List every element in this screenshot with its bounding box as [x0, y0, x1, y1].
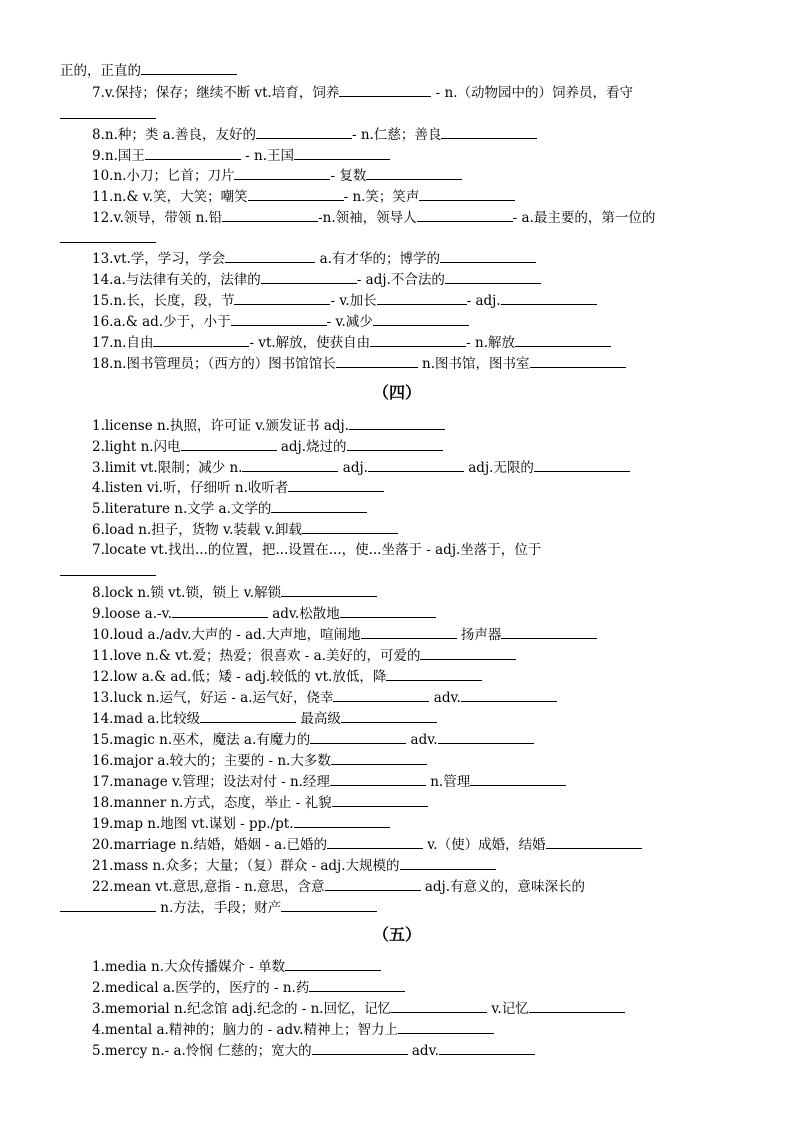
blank[interactable] — [546, 834, 642, 849]
s5-item-3 — [92, 998, 625, 1018]
line-text: 2.light n.闪电 — [92, 439, 181, 455]
line-text: adj.无限的 — [468, 460, 534, 476]
s4-item-22 — [92, 876, 585, 896]
blank[interactable] — [366, 165, 462, 180]
line-12-cont — [60, 228, 156, 248]
line-text: - n.笑；笑声 — [343, 189, 420, 205]
line-text: 扬声器 — [460, 627, 502, 643]
blank[interactable] — [534, 457, 630, 472]
line-text: adj.烧过的 — [280, 439, 347, 455]
line-10 — [92, 165, 462, 185]
blank[interactable] — [234, 290, 330, 305]
blank[interactable] — [330, 771, 426, 786]
blank[interactable] — [361, 624, 457, 639]
s4-item-19 — [92, 813, 390, 833]
s4-item-4 — [92, 477, 384, 497]
blank[interactable] — [515, 332, 611, 347]
blank[interactable] — [400, 855, 496, 870]
blank[interactable] — [60, 228, 156, 243]
line-text: 2.medical a.医学的，医疗的 - n.药 — [92, 980, 310, 996]
line-text: 6.load n.担子，货物 v.装载 v.卸载 — [92, 522, 303, 538]
line-text: - v.减少 — [326, 314, 373, 330]
blank[interactable] — [339, 82, 431, 97]
s4-item-8 — [92, 582, 377, 602]
line-text: 11.love n.& vt.爱；热爱；很喜欢 - a.美好的，可爱的 — [92, 648, 421, 664]
blank[interactable] — [417, 207, 513, 222]
s4-item-18 — [92, 792, 428, 812]
blank[interactable] — [281, 897, 377, 912]
line-text: 22.mean vt.意思,意指 - n.意思，含意 — [92, 879, 325, 895]
blank[interactable] — [234, 165, 330, 180]
line-text: 7.locate vt.找出...的位置，把...设置在...，使...坐落于 - adj.坐落于，位于 — [92, 542, 542, 558]
blank[interactable] — [461, 687, 557, 702]
blank[interactable] — [302, 519, 398, 534]
line-text: 15.n.长，长度，段，节 — [92, 293, 235, 309]
line-text: 4.mental a.精神的；脑力的 - adv.精神上；智力上 — [92, 1022, 398, 1038]
blank[interactable] — [141, 60, 237, 75]
line-text: - n.王国 — [245, 148, 295, 164]
blank[interactable] — [310, 729, 406, 744]
line-text: 18.manner n.方式，态度，举止 - 礼貌 — [92, 795, 332, 811]
line-text: n.管理 — [430, 774, 471, 790]
blank[interactable] — [225, 248, 315, 263]
blank[interactable] — [256, 124, 352, 139]
blank[interactable] — [312, 1040, 408, 1055]
s4-item-21 — [92, 855, 496, 875]
line-text: v.（使）成婚，结婚 — [427, 837, 546, 853]
s5-item-2 — [92, 977, 405, 997]
blank[interactable] — [309, 977, 405, 992]
blank[interactable] — [288, 477, 384, 492]
line-text: 5.mercy n.- a.怜悯 仁慈的；宽大的 — [92, 1043, 312, 1059]
blank[interactable] — [60, 561, 156, 576]
line-text: 17.n.自由 — [92, 335, 154, 351]
line-text: 19.map n.地图 vt.谋划 - pp./pt. — [92, 816, 294, 832]
s4-item-5 — [92, 498, 367, 518]
blank[interactable] — [294, 813, 390, 828]
blank[interactable] — [373, 311, 469, 326]
s5-item-4 — [92, 1019, 494, 1039]
blank[interactable] — [386, 666, 482, 681]
line-text: adv. — [433, 690, 461, 706]
line-text: 20.marriage n.结婚，婚姻 - a.已婚的 — [92, 837, 327, 853]
blank[interactable] — [271, 498, 367, 513]
line-text: - n.（动物园中的）饲养员，看守 — [435, 85, 633, 101]
line-7 — [92, 82, 633, 102]
blank[interactable] — [438, 729, 534, 744]
line-11 — [92, 186, 515, 206]
line-text: 13.luck n.运气，好运 - a.运气好，侥幸 — [92, 690, 334, 706]
line-text: 1.license n.执照，许可证 v.颁发证书 adj. — [92, 418, 350, 434]
blank[interactable] — [261, 269, 357, 284]
blank[interactable] — [370, 332, 466, 347]
line-text: 18.n.图书管理员；（西方的）图书馆馆长 — [92, 356, 336, 372]
line-text: adv. — [411, 1043, 439, 1059]
s4-item-1 — [92, 415, 445, 435]
blank[interactable] — [368, 457, 464, 472]
line-text: - adj. — [466, 293, 501, 309]
line-13 — [92, 248, 536, 268]
s4-item-13 — [92, 687, 557, 707]
s5-item-5 — [92, 1040, 535, 1060]
line-text: 最高级 — [300, 711, 341, 727]
line-text: 正的，正直的 — [60, 63, 141, 79]
blank[interactable] — [200, 708, 296, 723]
s5-item-1 — [92, 956, 381, 976]
line-16 — [92, 311, 469, 331]
line-text: v.记忆 — [491, 1001, 529, 1017]
blank[interactable] — [349, 415, 445, 430]
line-text: n.方法，手段；财产 — [160, 900, 282, 916]
line-text: 12.low a.& ad.低；矮 - adj.较低的 vt.放低，降 — [92, 669, 387, 685]
blank[interactable] — [420, 645, 516, 660]
blank[interactable] — [145, 145, 241, 160]
line-text: 13.vt.学，学习，学会 — [92, 251, 226, 267]
blank[interactable] — [248, 186, 344, 201]
blank[interactable] — [529, 998, 625, 1013]
line-text: 9.loose a.-v. — [92, 606, 172, 622]
line-text: adj. — [342, 460, 368, 476]
line-6-cont — [60, 60, 237, 80]
line-text: 16.major a.较大的；主要的 - n.大多数 — [92, 753, 331, 769]
line-text: 10.loud a./adv.大声的 - ad.大声地，喧闹地 — [92, 627, 361, 643]
line-text: 11.n.& v.笑，大笑；嘲笑 — [92, 189, 248, 205]
blank[interactable] — [347, 436, 443, 451]
blank[interactable] — [341, 708, 437, 723]
blank[interactable] — [445, 269, 541, 284]
s4-item-2 — [92, 436, 443, 456]
line-text: 4.listen vi.听，仔细听 n.收听者 — [92, 480, 289, 496]
blank[interactable] — [377, 290, 467, 305]
line-text: - adj.不合法的 — [356, 272, 445, 288]
line-text: 3.memorial n.纪念馆 adj.纪念的 - n.回忆，记忆 — [92, 1001, 392, 1017]
line-text: 1.media n.大众传播媒介 - 单数 — [92, 959, 286, 975]
line-text: 8.n.种；类 a.善良，友好的 — [92, 127, 256, 143]
blank[interactable] — [391, 998, 487, 1013]
blank[interactable] — [419, 186, 515, 201]
blank[interactable] — [398, 1019, 494, 1034]
line-text: 8.lock n.锁 vt.锁，锁上 v.解锁 — [92, 585, 282, 601]
line-text: a.有才华的；博学的 — [319, 251, 440, 267]
s4-item-20 — [92, 834, 642, 854]
blank[interactable] — [530, 353, 626, 368]
line-18 — [92, 353, 626, 373]
line-8 — [92, 124, 537, 144]
line-15 — [92, 290, 597, 310]
blank[interactable] — [231, 311, 327, 326]
s4-item-9 — [92, 603, 436, 623]
s4-item-22-cont — [60, 897, 377, 917]
blank[interactable] — [333, 687, 429, 702]
blank[interactable] — [222, 207, 318, 222]
line-text: 16.a.& ad.少于，小于 — [92, 314, 231, 330]
blank[interactable] — [439, 1040, 535, 1055]
line-text: 14.a.与法律有关的，法律的 — [92, 272, 261, 288]
line-17 — [92, 332, 611, 352]
blank[interactable] — [294, 145, 390, 160]
line-text: - vt.解放，使获自由 — [249, 335, 371, 351]
s4-item-15 — [92, 729, 534, 749]
line-text: 5.literature n.文学 a.文学的 — [92, 501, 272, 517]
line-text: adv.松散地 — [272, 606, 340, 622]
line-text: 7.v.保持；保存；继续不断 vt.培育，饲养 — [92, 85, 340, 101]
blank[interactable] — [501, 290, 597, 305]
line-7-cont — [60, 104, 156, 124]
s4-item-7 — [92, 540, 541, 560]
section-title-4: （四） — [372, 383, 421, 402]
blank[interactable] — [440, 248, 536, 263]
line-text: - 复数 — [330, 168, 367, 184]
line-text: adv. — [410, 732, 438, 748]
s4-item-12 — [92, 666, 482, 686]
s4-item-7-cont — [60, 561, 156, 581]
s4-item-3 — [92, 457, 630, 477]
blank[interactable] — [441, 124, 537, 139]
line-text: - n.仁慈；善良 — [352, 127, 442, 143]
s4-item-10 — [92, 624, 597, 644]
line-text: 9.n.国王 — [92, 148, 145, 164]
s4-item-17 — [92, 771, 566, 791]
line-12 — [92, 207, 655, 227]
line-text: 3.limit vt.限制；减少 n. — [92, 460, 243, 476]
line-text: 12.v.领导，带领 n.铅 — [92, 210, 223, 226]
blank[interactable] — [181, 436, 277, 451]
line-14 — [92, 269, 541, 289]
line-text: 15.magic n.巫术，魔法 a.有魔力的 — [92, 732, 311, 748]
line-text: - a.最主要的，第一位的 — [512, 210, 656, 226]
line-text: - n.解放 — [466, 335, 516, 351]
line-text: 10.n.小刀；匕首；刀片 — [92, 168, 235, 184]
line-text: adj.有意义的，意味深长的 — [424, 879, 586, 895]
blank[interactable] — [327, 834, 423, 849]
section-title-5: （五） — [372, 925, 421, 944]
s4-item-6 — [92, 519, 398, 539]
line-text: n.图书馆，图书室 — [422, 356, 530, 372]
line-text: 21.mass n.众多；大量；（复）群众 - adj.大规模的 — [92, 858, 400, 874]
line-text: 17.manage v.管理；设法对付 - n.经理 — [92, 774, 330, 790]
blank[interactable] — [60, 104, 156, 119]
blank[interactable] — [153, 332, 249, 347]
blank[interactable] — [325, 876, 421, 891]
blank[interactable] — [281, 582, 377, 597]
line-text: 14.mad a.比较级 — [92, 711, 201, 727]
blank[interactable] — [331, 750, 427, 765]
blank[interactable] — [242, 457, 338, 472]
blank[interactable] — [60, 897, 156, 912]
blank[interactable] — [332, 792, 428, 807]
s4-item-14 — [92, 708, 437, 728]
blank[interactable] — [285, 956, 381, 971]
s4-item-16 — [92, 750, 427, 770]
line-text: - v.加长 — [330, 293, 377, 309]
line-9 — [92, 145, 390, 165]
blank[interactable] — [172, 603, 268, 618]
blank[interactable] — [340, 603, 436, 618]
blank[interactable] — [470, 771, 566, 786]
blank[interactable] — [336, 353, 418, 368]
blank[interactable] — [501, 624, 597, 639]
line-text: -n.领袖，领导人 — [318, 210, 417, 226]
s4-item-11 — [92, 645, 516, 665]
